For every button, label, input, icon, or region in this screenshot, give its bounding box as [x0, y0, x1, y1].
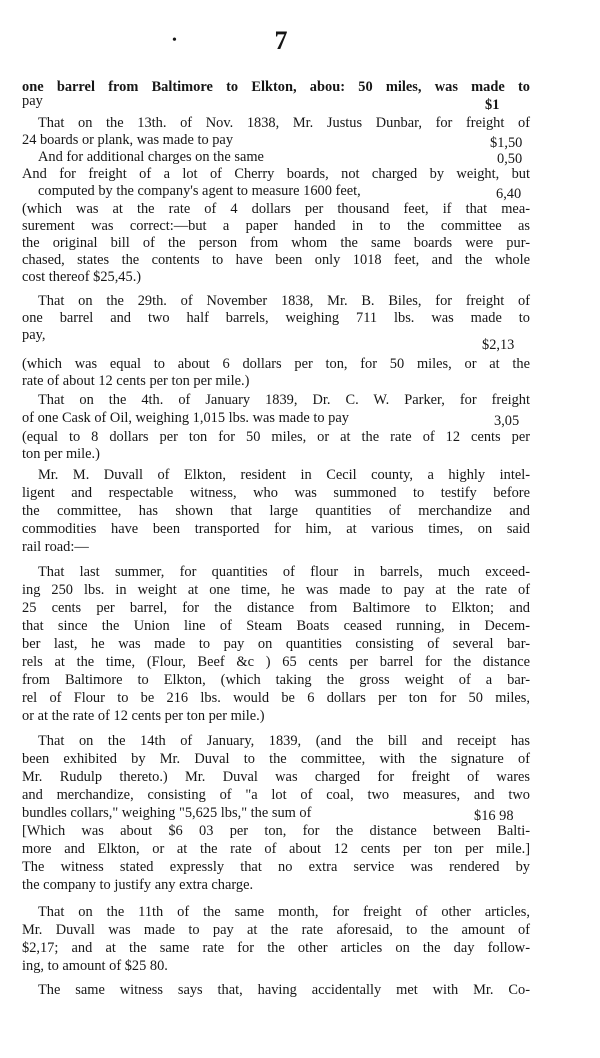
text-line: and merchandize, consisting of "a lot of coal, two measures, and two	[22, 787, 530, 803]
text-line: of one Cask of Oil, weighing 1,015 lbs. was made to pay	[22, 410, 349, 426]
amount-value: 6,40	[496, 186, 522, 202]
amount-value: $1	[485, 97, 500, 113]
text-line: ing 250 lbs. in weight at one time, he was made to pay at the rate of	[22, 582, 530, 598]
text-line: or at the rate of 12 cents per ton per mile.)	[22, 708, 265, 724]
text-line: $2,17; and at the same rate for the other articles on the day follow-	[22, 940, 530, 956]
text-line: the committee, has shown that large quantities of merchandize and	[22, 503, 530, 519]
amount-value: 0,50	[497, 151, 523, 167]
amount-value: 3,05	[494, 413, 520, 429]
text-line: The witness stated expressly that no extra service was rendered by	[22, 859, 530, 875]
text-line: (which was equal to about 6 dollars per ton, for 50 miles, or at the	[22, 356, 530, 372]
text-line: bundles collars," weighing "5,625 lbs," the sum of	[22, 805, 312, 821]
text-line: pay	[22, 93, 43, 109]
text-line: ing, to amount of $25 80.	[22, 958, 168, 974]
text-line: rels at the time, (Flour, Beef &c ) 65 cents per barrel for the distance	[22, 654, 530, 670]
text-line: chased, states the contents to have been only 1018 feet, and the whole	[22, 252, 530, 268]
text-line: been exhibited by Mr. Duval to the committee, with the signature of	[22, 751, 530, 767]
text-line: more and Elkton, or at the rate of about 12 cents per ton per mile.]	[22, 841, 530, 857]
text-line: computed by the company's agent to measure 1600 feet,	[38, 183, 361, 199]
amount-value: $1,50	[490, 135, 523, 151]
text-line: That on the 4th. of January 1839, Dr. C. W. Parker, for freight	[38, 392, 530, 408]
text-line: That on the 13th. of Nov. 1838, Mr. Justus Dunbar, for freight of	[38, 115, 530, 131]
text-line: the original bill of the person from whom the same boards were pur-	[22, 235, 530, 251]
text-line: That on the 14th of January, 1839, (and the bill and receipt has	[38, 733, 530, 749]
amount-value: $2,13	[482, 337, 515, 353]
text-line: pay,	[22, 327, 46, 343]
text-line: The same witness says that, having accidentally met with Mr. Co-	[38, 982, 530, 998]
text-line: commodities have been transported for him, at various times, on said	[22, 521, 530, 537]
text-line: 25 cents per barrel, for the distance from Baltimore to Elkton; and	[22, 600, 530, 616]
text-line: rail road:—	[22, 539, 89, 555]
page-number: 7	[274, 26, 288, 55]
text-line: Mr. Rudulp thereto.) Mr. Duval was charged for freight of wares	[22, 769, 530, 785]
text-line: (equal to 8 dollars per ton for 50 miles, or at the rate of 12 cents per	[22, 429, 530, 445]
text-line: ton per mile.)	[22, 446, 100, 462]
text-line: 24 boards or plank, was made to pay	[22, 132, 234, 148]
text-line: that since the Union line of Steam Boats ceased running, in Decem-	[22, 618, 530, 634]
text-line: cost thereof $25,45.)	[22, 269, 142, 285]
text-line: from Baltimore to Elkton, (which taking the gross weight of a bar-	[22, 672, 530, 688]
text-line: [Which was about $6 03 per ton, for the distance between Balti-	[22, 823, 530, 839]
text-line: one barrel from Baltimore to Elkton, abou: 50 miles, was made to	[22, 79, 530, 95]
text-line: And for freight of a lot of Cherry boards, not charged by weight, but	[22, 166, 530, 182]
text-line: one barrel and two half barrels, weighing 711 lbs. was made to	[22, 310, 530, 326]
text-line: Mr. M. Duvall of Elkton, resident in Cecil county, a highly intel-	[38, 467, 530, 483]
text-line: rate of about 12 cents per ton per mile.)	[22, 373, 250, 389]
text-line: That on the 11th of the same month, for freight of other articles,	[38, 904, 530, 920]
text-line: surement was correct:—but a paper handed in to the committee as	[22, 218, 530, 234]
amount-value: $16 98	[474, 808, 514, 824]
text-line: the company to justify any extra charge.	[22, 877, 254, 893]
text-line: ligent and respectable witness, who was summoned to testify before	[22, 485, 530, 501]
text-line: rel of Flour to be 216 lbs. would be 6 dollars per ton for 50 miles,	[22, 690, 530, 706]
text-line: (which was at the rate of 4 dollars per thousand feet, if that mea-	[22, 201, 530, 217]
text-line: ber last, he was made to pay on quantities consisting of several bar-	[22, 636, 530, 652]
page-mark: •	[172, 33, 177, 48]
text-line: That last summer, for quantities of flour in barrels, much exceed-	[38, 564, 530, 580]
text-line: That on the 29th. of November 1838, Mr. B. Biles, for freight of	[38, 293, 530, 309]
text-line: Mr. Duvall was made to pay at the rate aforesaid, to the amount of	[22, 922, 530, 938]
text-line: And for additional charges on the same	[38, 149, 264, 165]
